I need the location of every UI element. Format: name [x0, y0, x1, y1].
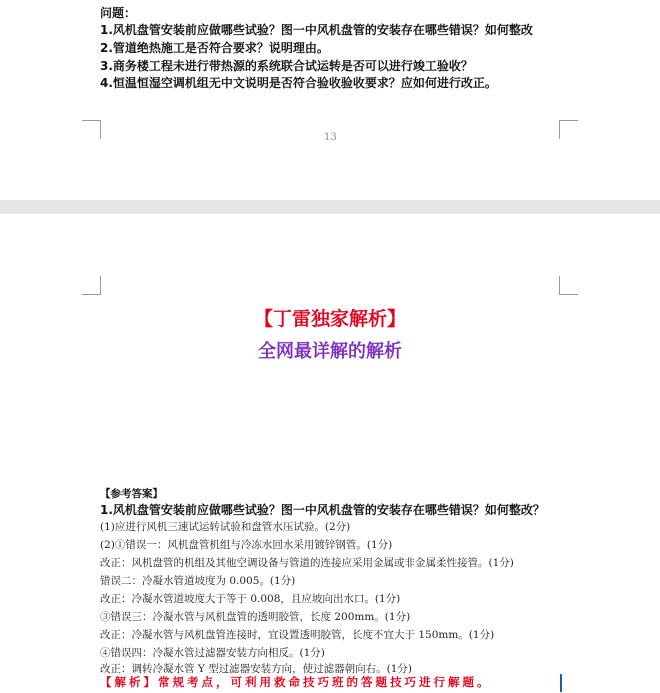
answer-line: 错误二：冷凝水管道坡度为 0.005。(1分): [100, 575, 296, 587]
answer-line: ③错误三：冷凝水管与风机盘管的透明胶管，长度 200mm。(1分): [100, 611, 411, 623]
answer-line: 改正：冷凝水管与风机盘管连接时，宜设置透明胶管，长度不宜大于 150mm。(1分): [100, 629, 495, 641]
crop-mark-bottom-right: [559, 120, 578, 139]
answer-line: (2)①错误一：风机盘管机组与冷冻水回水采用镀锌钢管。(1分): [100, 539, 393, 551]
crop-mark-top-right: [559, 276, 578, 295]
answer-header: 【参考答案】: [100, 488, 163, 500]
page-number: 13: [324, 132, 337, 143]
question-4: 4.恒温恒湿空调机组无中文说明是否符合验收验收要求？应如何进行改正。: [100, 76, 497, 90]
headline-detailed-analysis: 全网最详解的解析: [258, 341, 402, 362]
question-1: 1.风机盘管安装前应做哪些试验？图一中风机盘管的安装存在哪些错误？如何整改: [100, 23, 533, 37]
document-page-2: [0, 214, 660, 693]
answer-line: 改正：冷凝水管道坡度大于等于 0.008，且应坡向出水口。(1分): [100, 593, 401, 605]
page-separator: [0, 200, 660, 214]
answer-question: 1.风机盘管安装前应做哪些试验？图一中风机盘管的安装存在哪些错误？如何整改？: [100, 503, 545, 517]
question-2: 2.管道绝热施工是否符合要求？说明理由。: [100, 41, 329, 55]
analysis-note: 【解析】常规考点，可利用救命技巧班的答题技巧进行解题。: [100, 674, 562, 692]
crop-mark-top-left: [82, 276, 101, 295]
answer-line: 改正：调转冷凝水管 Y 型过滤器安装方向，使过滤器朝向右。(1分): [100, 663, 412, 675]
crop-mark-bottom-left: [82, 120, 101, 139]
questions-label: 问题：: [100, 6, 137, 20]
answer-line: 改正：风机盘管的机组及其他空调设备与管道的连接应采用金属或非金属柔性接管。(1分): [100, 557, 514, 569]
document-page-1: [0, 0, 660, 200]
answer-line: ④错误四：冷凝水管过滤器安装方向相反。(1分): [100, 647, 325, 659]
answer-line: (1)应进行风机三速试运转试验和盘管水压试验。(2分): [100, 521, 351, 533]
question-3: 3.商务楼工程未进行带热源的系统联合试运转是否可以进行竣工验收？: [100, 59, 473, 73]
headline-exclusive-analysis: 【丁雷独家解析】: [253, 308, 406, 330]
